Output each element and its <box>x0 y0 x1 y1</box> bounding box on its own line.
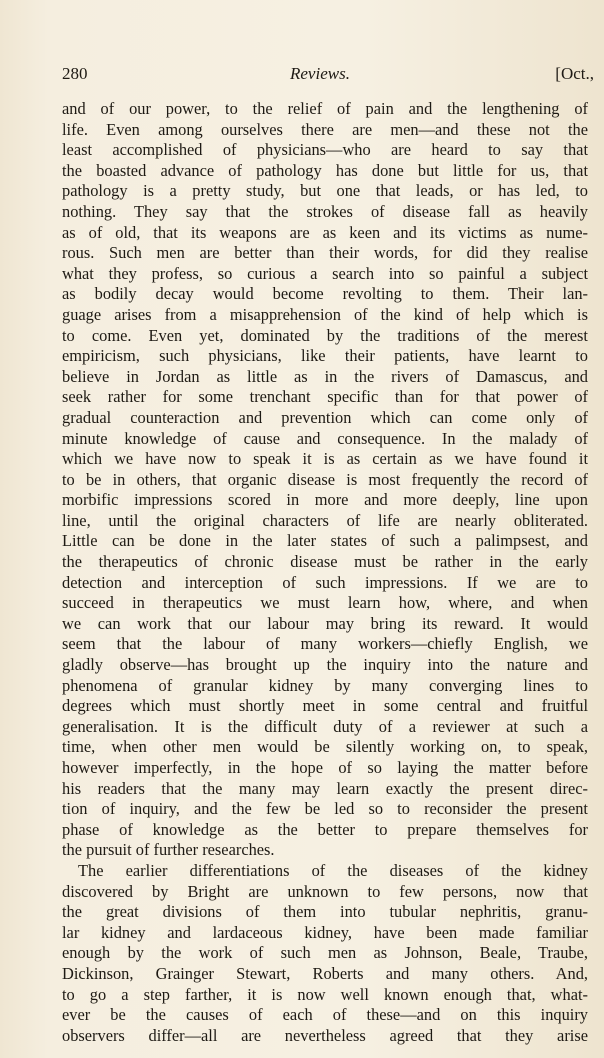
date-mark: [Oct., <box>555 64 594 83</box>
text-line: what they profess, so curious a search into so painful a subject <box>62 263 588 283</box>
text-line: tion of inquiry, and the few be led so to reconsider the present <box>62 799 588 819</box>
text-line: time, when other men would be silently working on, to speak, <box>62 737 588 757</box>
text-line: the therapeutics of chronic disease must be rather in the early <box>62 552 588 572</box>
text-line: gradual counteraction and prevention which can come only of <box>62 407 588 427</box>
text-line: the pursuit of further researches. <box>62 840 275 860</box>
text-line: life. Even among ourselves there are men—and these not the <box>62 119 588 139</box>
text-line: which we have now to speak it is as certain as we have found it <box>62 449 588 469</box>
text-line: his readers that the many may learn exactly the present direc- <box>62 778 588 798</box>
text-line: minute knowledge of cause and consequence. In the malady of <box>62 428 588 448</box>
text-line: Dickinson, Grainger Stewart, Roberts and many others. And, <box>62 963 588 983</box>
text-line: empiricism, such physicians, like their patients, have learnt to <box>62 346 588 366</box>
text-line: to come. Even yet, dominated by the traditions of the merest <box>62 325 588 345</box>
text-line: as bodily decay would become revolting to them. Their lan- <box>62 284 588 304</box>
text-line: nothing. They say that the strokes of disease fall as heavily <box>62 201 588 221</box>
text-line: degrees which must shortly meet in some central and fruitful <box>62 696 588 716</box>
page-number: 280 <box>62 64 88 83</box>
text-line: detection and interception of such impressions. If we are to <box>62 572 588 592</box>
text-line: ever be the causes of each of these—and on this inquiry <box>62 1005 588 1025</box>
text-line: The earlier differentiations of the diseases of the kidney <box>78 860 588 880</box>
text-line: Little can be done in the later states of such a palimpsest, and <box>62 531 588 551</box>
text-line: lar kidney and lardaceous kidney, have been made familiar <box>62 922 588 942</box>
text-line: the boasted advance of pathology has done but little for us, that <box>62 160 588 180</box>
text-line: phenomena of granular kidney by many converging lines to <box>62 675 588 695</box>
text-line: and of our power, to the relief of pain and the lengthening of <box>62 99 588 118</box>
text-line: however imperfectly, in the hope of so laying the matter before <box>62 758 588 777</box>
text-line: guage arises from a misapprehension of the kind of help which is <box>62 304 588 324</box>
text-line: to go a step farther, it is now well known enough that, what- <box>62 984 588 1004</box>
text-line: seek rather for some trenchant specific than for that power of <box>62 387 588 407</box>
text-line: we can work that our labour may bring its reward. It would <box>62 613 588 633</box>
page-header <box>62 64 594 90</box>
text-line: believe in Jordan as little as in the rivers of Damascus, and <box>62 366 588 386</box>
text-line: gladly observe—has brought up the inquiry into the nature and <box>62 655 588 675</box>
text-line: pathology is a pretty study, but one that leads, or has led, to <box>62 181 588 201</box>
text-line: generalisation. It is the difficult duty of a reviewer at such a <box>62 716 588 736</box>
text-line: succeed in therapeutics we must learn how, where, and when <box>62 593 588 613</box>
body-text <box>62 99 588 1046</box>
text-line: discovered by Bright are unknown to few persons, now that <box>62 881 588 901</box>
text-line: observers differ—all are nevertheless agreed that they arise <box>62 1025 588 1045</box>
text-line: as of old, that its weapons are as keen and its victims as nume- <box>62 222 588 242</box>
text-line: the great divisions of them into tubular nephritis, granu- <box>62 902 588 922</box>
text-line: morbific impressions scored in more and more deeply, line upon <box>62 490 588 510</box>
text-line: phase of knowledge as the better to prepare themselves for <box>62 819 588 839</box>
text-line: to be in others, that organic disease is most frequently the record of <box>62 469 588 489</box>
text-line: enough by the work of such men as Johnson, Beale, Traube, <box>62 943 588 963</box>
running-title: Reviews. <box>290 64 350 83</box>
text-line: seem that the labour of many workers—chiefly English, we <box>62 634 588 654</box>
text-line: least accomplished of physicians—who are heard to say that <box>62 140 588 160</box>
text-line: rous. Such men are better than their words, for did they realise <box>62 243 588 263</box>
text-line: line, until the original characters of life are nearly obliterated. <box>62 510 588 530</box>
